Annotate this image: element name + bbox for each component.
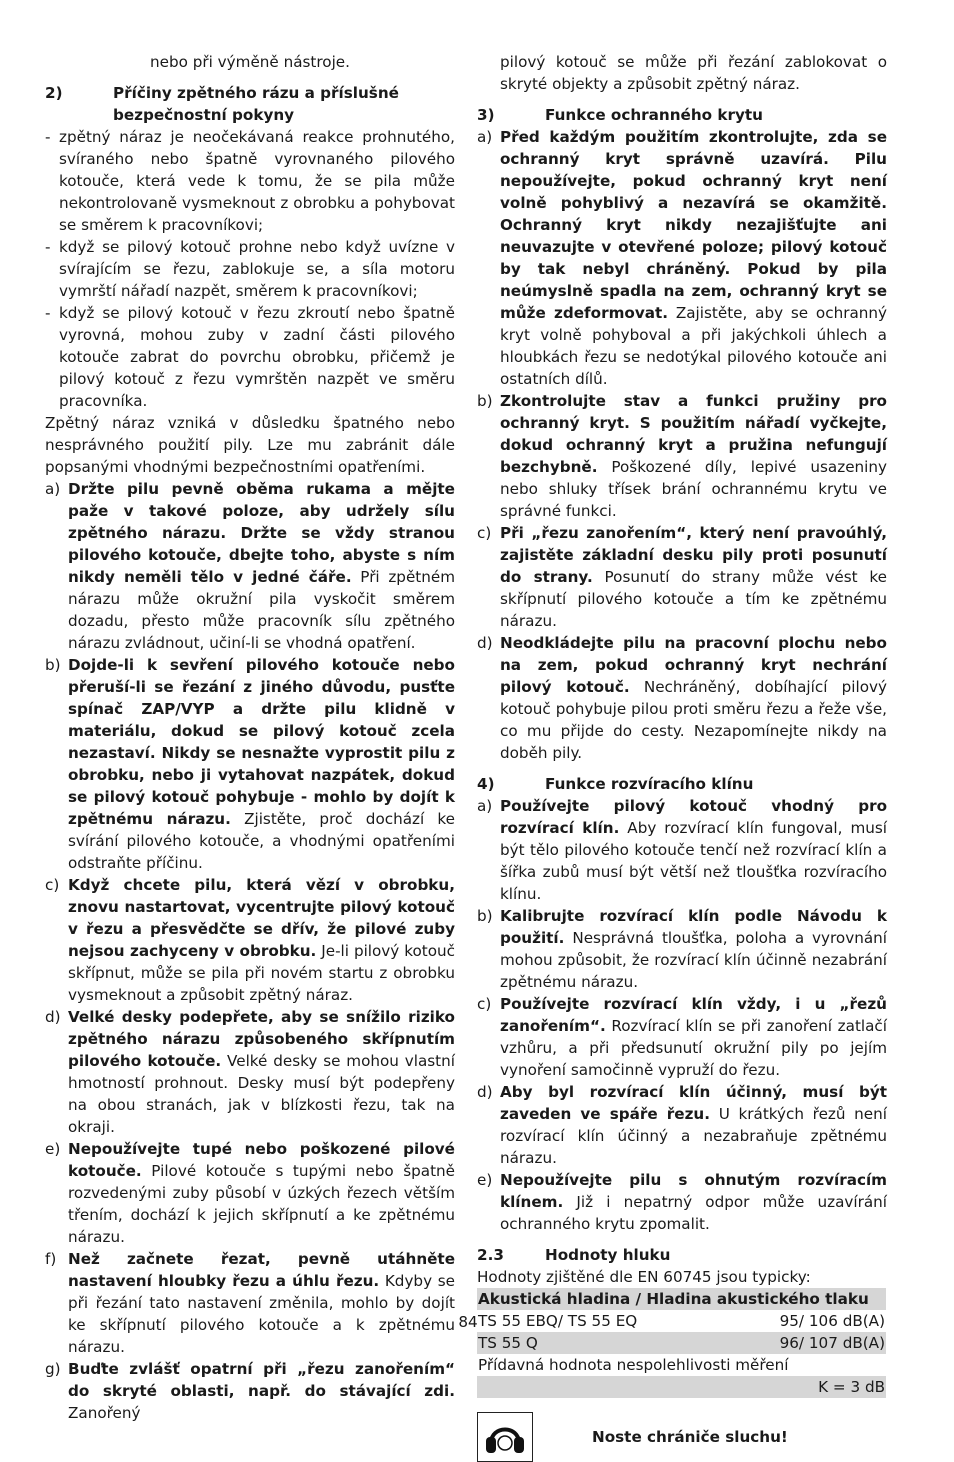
left-column — [45, 51, 455, 1424]
list-item-a: a) Používejte pilový kotouč vhodný pro rozvírací klín. Aby rozvírací klín fungoval, musí být tělo pilového kotouče tenčí než rozvírací klín a šířka zubů musí být větší než tloušťka rozvíracího klínu. — [477, 797, 887, 903]
section-3-heading: 3) Funkce ochranného krytu — [477, 106, 763, 124]
list-item-g: g) Buďte zvlášť opatrní při „řezu zanořením“ do skryté oblasti, např. do stávající zdi. Zanořený — [45, 1360, 455, 1422]
list-item-c: c) Při „řezu zanořením“, který není pravoúhlý, zajistěte základní desku pily proti posunutí do strany. Posunutí do strany může vést ke skřípnutí pilového kotouče a tím ke zpětnému nárazu. — [477, 524, 888, 630]
list-item-b: b) Dojde-li k sevření pilového kotouče nebo přeruší-li se řezání z jiného důvodu, pusťte spínač ZAP/VYP a držte pilu klidně v materiálu, dokud se pilový kotouč zcela nezastaví. Nikdy se nesnažte vyprostit pilu z obrobku, nebo ji vytahovat nazpátek, dokud se pilový kotouč pohybuje - mohlo by dojít k zpětnému nárazu. Zjistěte, proč dochází ke svírání pilového kotouče, a vhodnými opatřeními odstraňte příčinu. — [45, 656, 455, 872]
list-item-d: d) Aby byl rozvírací klín účinný, musí být zaveden ve spáře řezu. U krátkých řezů není rozvírací klín účinný a nezabraňuje zpětnému nárazu. — [477, 1083, 887, 1167]
list-item-a: a) Před každým použitím zkontrolujte, zda se ochranný kryt správně uzavírá. Pilu nepoužívejte, pokud ochranný kryt není volně pohyblivý a nezavírá se okamžitě. Ochranný kryt nikdy nezajišťujte ani neuvazujte v otevřené poloze; pilový kotouč by tak nebyl chráněný. Pokud by pila neúmyslně spadla na zem, ochranný kryt se může zdeformovat. Zajistěte, aby se ochranný kryt volně pohyboval a při jakýchkoli úhlech a hloubkách řezu se nedotýkal pilového kotouče ani ostatních dílů. — [477, 128, 887, 388]
hearing-text: Noste chrániče sluchu! — [592, 1428, 788, 1446]
section-4-heading: 4) Funkce rozvíracího klínu — [477, 775, 754, 793]
list-item-d: d) Velké desky podepřete, aby se snížilo riziko zpětného nárazu způsobeného skřípnutím pilového kotouče. Velké desky se mohou vlastní hmotností prohnout. Desky musí být podepřeny na obou stranách, jak v blízkosti řezu, tak na okraji. — [45, 1008, 455, 1136]
noise-table — [477, 1288, 886, 1398]
list-item-e: e) Nepoužívejte pilu s ohnutým rozvíracím klínem. Již i nepatrný odpor může uzavírání ochranného krytu zpomalit. — [477, 1171, 887, 1233]
list-item-a: a) Držte pilu pevně oběma rukama a mějte paže v takové poloze, aby udržely sílu zpětného nárazu. Držte se vždy stranou pilového kotouče, dbejte toho, abyste s ním nikdy neměli tělo v jedné čáře. Při zpětném nárazu může okružní pila vyskočit směrem dozadu, přesto může pracovník sílu zpětného nárazu zvládnout, učiní-li se vhodná opatření. — [45, 480, 456, 652]
noise-intro: Hodnoty zjištěné dle EN 60745 jsou typicky: — [477, 1268, 811, 1286]
hearing-protection-notice — [477, 1412, 887, 1462]
list-item-f: f) Než začnete řezat, pevně utáhněte nastavení hloubky řezu a úhlu řezu. Kdyby se při řezání tato nastavení změnila, mohlo by dojít ke skřípnutí pilového kotouče a k zpětnému nárazu. — [45, 1250, 455, 1356]
list-item-b: b) Kalibrujte rozvírací klín podle Návodu k použití. Nesprávná tloušťka, poloha a vyrovnání mohou způsobit, že rozvírací klín účinně nezabrání zpětnému nárazu. — [477, 907, 887, 991]
table-row: TS 55 Q 96/ 107 dB(A) — [478, 1334, 885, 1352]
list-item-c: c) Když chcete pilu, která vězí v obrobku, znovu nastartovat, vycentrujte pilový kotouč v řezu a přesvědčte se dřív, že pilové zuby nejsou zachyceny v obrobku. Je-li pilový kotouč skřípnut, může se pila při novém startu z obrobku vysmeknout a způsobit zpětný náraz. — [45, 876, 455, 1004]
table-row: K = 3 dB — [477, 1376, 886, 1398]
section-number: 2) — [45, 84, 63, 102]
section-title: Příčiny zpětného rázu a příslušné bezpečnostní pokyny — [113, 84, 399, 124]
intro-line: nebo při výměně nástroje. — [150, 53, 350, 71]
section-2-heading — [45, 82, 455, 126]
ear-protection-icon — [477, 1412, 533, 1462]
table-row: TS 55 EBQ/ TS 55 EQ 95/ 106 dB(A) — [478, 1312, 885, 1330]
list-item-e: e) Nepoužívejte tupé nebo poškozené pilové kotouče. Pilové kotouče s tupými nebo špatně rozvedenými zuby působí v úzkých řezech větším třením, dochází k jejich skřípnutí a ke zpětnému nárazu. — [45, 1140, 455, 1246]
list-item-d: d) Neodkládejte pilu na pracovní plochu nebo na zem, pokud ochranný kryt nechrání pilový kotouč. Nechráněný, dobíhající pilový kotouč pohybuje pilou proti směru řezu a řeže vše, co mu přijde do cesty. Nezapomínejte nikdy na doběh pily. — [477, 634, 887, 762]
list-item-b: b) Zkontrolujte stav a funkci pružiny pro ochranný kryt. S použitím nářadí vyčkejte, dokud ochranný kryt a pružina nefungují bezchybně. Poškozené díly, lepivé usazeniny nebo shluky třísek brání ochrannému krytu ve správné funkci. — [477, 392, 887, 520]
table-header: Akustická hladina / Hladina akustického tlaku — [477, 1288, 886, 1310]
dash-item: - zpětný náraz je neočekávaná reakce prohnutého, svíraného nebo špatně vyrovnaného pilového kotouče, která vede k tomu, že se pila může nekontrolovaně vysmeknout z obrobku a pohybovat se směrem k pracovníkovi; — [45, 128, 455, 234]
paragraph: Zpětný náraz vzniká v důsledku špatného nebo nesprávného použití pily. Lze mu zabránit dále popsanými vhodnými bezpečnostními opatřeními. — [45, 414, 455, 476]
continued-text: pilový kotouč se může při řezání zablokovat o skryté objekty a způsobit zpětný náraz. — [500, 53, 887, 93]
page-number: 84 — [458, 1313, 478, 1331]
table-row: Přídavná hodnota nespolehlivosti měření — [478, 1356, 789, 1374]
right-column — [477, 51, 887, 1462]
section-2-3-heading: 2.3 Hodnoty hluku — [477, 1246, 671, 1264]
dash-item: - když se pilový kotouč v řezu zkroutí nebo špatně vyrovná, mohou zuby v zadní části pilového kotouče zabrat do povrchu obrobku, přičemž je pilový kotouč z řezu vymrštěn nazpět ve směru pracovníka. — [45, 304, 455, 410]
list-item-c: c) Používejte rozvírací klín vždy, i u „řezů zanořením“. Rozvírací klín se při zanoření zatlačí vzhůru, a při předsunutí okružní pily po jejím vynoření samočinně vypruží do řezu. — [477, 995, 887, 1079]
dash-item: - když se pilový kotouč prohne nebo když uvízne v svírajícím se řezu, zablokuje se, a síla motoru vymrští nářadí nazpět, směrem k pracovníkovi; — [45, 238, 455, 300]
